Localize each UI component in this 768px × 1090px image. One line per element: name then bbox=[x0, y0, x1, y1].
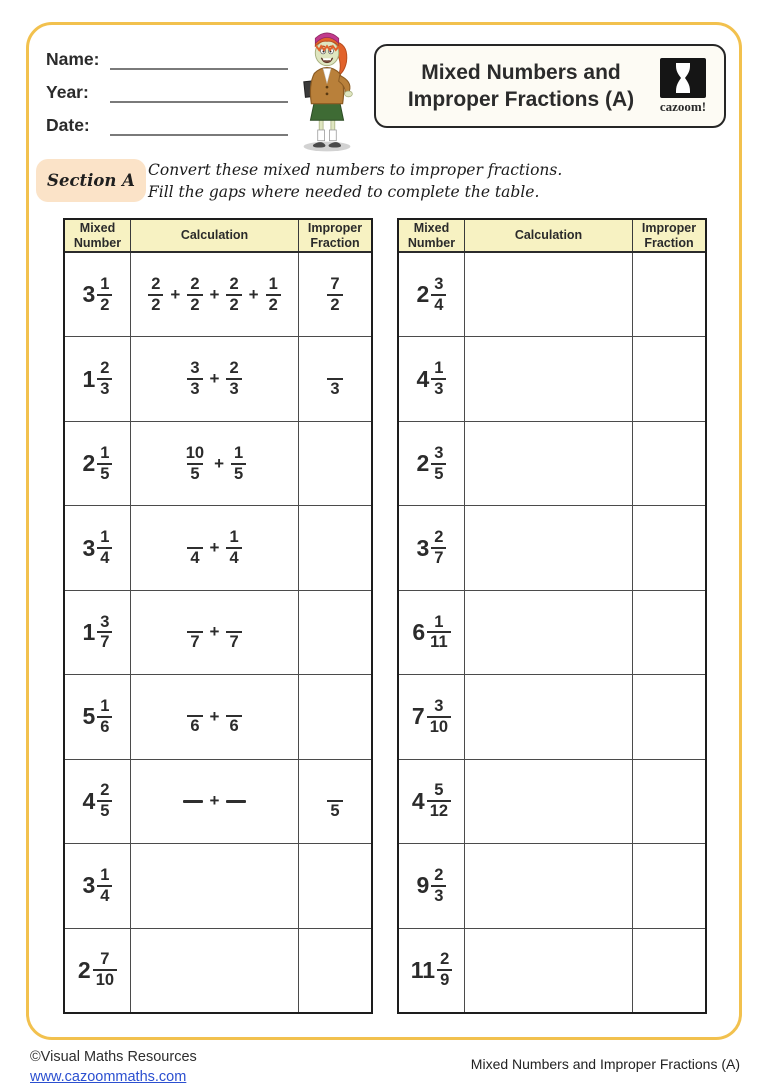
fraction bbox=[427, 781, 451, 821]
mixed-number bbox=[83, 359, 113, 399]
fraction-denominator: 5 bbox=[97, 800, 112, 821]
fraction-denominator: 2 bbox=[327, 294, 342, 315]
table-header-row bbox=[399, 220, 705, 253]
fraction bbox=[226, 613, 241, 652]
calculation-cell[interactable] bbox=[131, 929, 299, 1012]
mixed-whole-number: 6 bbox=[412, 618, 426, 645]
improper-fraction-cell bbox=[299, 253, 371, 336]
fraction bbox=[97, 444, 112, 484]
fraction-denominator: 2 bbox=[187, 294, 202, 315]
fraction-denominator: 5 bbox=[187, 463, 202, 484]
column-header: Improper Fraction bbox=[641, 221, 697, 250]
fraction-denominator: 4 bbox=[187, 547, 202, 568]
fraction bbox=[431, 866, 446, 906]
fraction bbox=[327, 360, 342, 399]
fraction bbox=[437, 950, 452, 990]
improper-fraction-cell[interactable] bbox=[633, 422, 705, 505]
fraction-denominator: 4 bbox=[226, 547, 241, 568]
fraction-numerator: 1 bbox=[100, 443, 110, 462]
mixed-whole-number: 2 bbox=[416, 281, 430, 308]
fraction-numerator: 2 bbox=[434, 528, 444, 547]
table-row bbox=[65, 337, 371, 421]
fraction-numerator: 2 bbox=[151, 274, 161, 293]
column-header: Mixed Number bbox=[65, 220, 131, 251]
blank-numerator bbox=[227, 697, 241, 715]
table-row bbox=[65, 760, 371, 844]
fraction-denominator: 5 bbox=[327, 800, 342, 821]
mixed-number-cell bbox=[65, 422, 131, 505]
mixed-number bbox=[83, 275, 113, 315]
fraction bbox=[187, 275, 202, 315]
mixed-whole-number: 3 bbox=[416, 534, 430, 561]
mixed-number bbox=[417, 866, 447, 906]
mixed-whole-number: 2 bbox=[82, 450, 96, 477]
fraction-numerator: 2 bbox=[100, 781, 110, 800]
mixed-number bbox=[412, 613, 450, 653]
fraction bbox=[93, 950, 117, 990]
plus-sign: + bbox=[209, 706, 220, 726]
mixed-number bbox=[83, 444, 113, 484]
table-row bbox=[399, 422, 705, 506]
fraction-denominator: 2 bbox=[226, 294, 241, 315]
mixed-number bbox=[83, 781, 113, 821]
fraction-numerator: 1 bbox=[434, 612, 444, 631]
fraction-denominator: 6 bbox=[226, 715, 241, 736]
calculation-cell bbox=[131, 337, 299, 420]
calculation-cell[interactable] bbox=[465, 591, 633, 674]
table-row bbox=[399, 506, 705, 590]
calculation-cell bbox=[131, 591, 299, 674]
mixed-number-cell bbox=[399, 760, 465, 843]
improper-fraction-cell bbox=[299, 760, 371, 843]
plus-sign: + bbox=[209, 284, 220, 304]
calculation-cell[interactable] bbox=[465, 760, 633, 843]
fraction bbox=[226, 528, 241, 568]
fraction-numerator: 7 bbox=[100, 950, 110, 969]
cazoom-logo-text: cazoom! bbox=[659, 98, 707, 114]
plus-sign: + bbox=[214, 453, 225, 473]
improper-fraction-cell[interactable] bbox=[633, 337, 705, 420]
improper-fraction-cell[interactable] bbox=[633, 675, 705, 758]
mixed-number bbox=[411, 950, 453, 990]
column-header: Mixed Number bbox=[399, 220, 465, 251]
improper-fraction-cell[interactable] bbox=[299, 506, 371, 589]
fraction bbox=[226, 697, 241, 736]
calculation-cell[interactable] bbox=[465, 844, 633, 927]
mixed-number bbox=[417, 528, 447, 568]
table-body bbox=[399, 253, 705, 1012]
schoolgirl-illustration bbox=[288, 26, 366, 154]
fraction-denominator: 12 bbox=[427, 800, 451, 821]
section-a-badge: Section A bbox=[36, 159, 146, 202]
worksheet-table bbox=[63, 218, 373, 1014]
fraction-numerator: 1 bbox=[268, 274, 278, 293]
fraction bbox=[231, 444, 246, 484]
date-input-line[interactable] bbox=[110, 116, 288, 136]
mixed-whole-number: 3 bbox=[82, 872, 96, 899]
blank-numerator bbox=[188, 528, 202, 546]
fraction bbox=[327, 275, 342, 315]
date-label: Date: bbox=[46, 115, 90, 135]
fraction bbox=[187, 697, 202, 736]
fraction-numerator: 3 bbox=[434, 443, 444, 462]
fraction-denominator: 7 bbox=[431, 547, 446, 568]
plus-sign: + bbox=[209, 622, 220, 642]
blank-fraction-dash bbox=[183, 800, 203, 803]
blank-numerator bbox=[328, 360, 342, 378]
name-label: Name: bbox=[46, 49, 100, 69]
mixed-whole-number: 9 bbox=[416, 872, 430, 899]
mixed-whole-number: 4 bbox=[411, 787, 425, 814]
plus-sign: + bbox=[209, 538, 220, 558]
fraction-numerator: 1 bbox=[100, 528, 110, 547]
fraction-numerator: 1 bbox=[100, 865, 110, 884]
mixed-whole-number: 3 bbox=[82, 281, 96, 308]
mixed-whole-number: 1 bbox=[82, 618, 96, 645]
table-row bbox=[399, 337, 705, 421]
worksheet-title-box bbox=[374, 44, 726, 128]
improper-fraction-cell[interactable] bbox=[299, 844, 371, 927]
date-field-row bbox=[46, 112, 288, 136]
blank-fraction-dash bbox=[226, 800, 246, 803]
table-header-row bbox=[65, 220, 371, 253]
table-row bbox=[399, 253, 705, 337]
table-row bbox=[65, 844, 371, 928]
fraction bbox=[183, 444, 207, 484]
fraction bbox=[97, 528, 112, 568]
footer-attribution bbox=[30, 1048, 197, 1087]
fraction bbox=[431, 359, 446, 399]
fraction bbox=[427, 697, 451, 737]
table-row bbox=[65, 506, 371, 590]
blank-numerator bbox=[188, 613, 202, 631]
fraction-numerator: 3 bbox=[434, 274, 444, 293]
mixed-number bbox=[78, 950, 117, 990]
fraction-denominator: 3 bbox=[327, 378, 342, 399]
mixed-number-cell bbox=[65, 929, 131, 1012]
fraction-denominator: 3 bbox=[226, 378, 241, 399]
plus-sign: + bbox=[170, 284, 181, 304]
improper-fraction-cell[interactable] bbox=[633, 506, 705, 589]
instruction-line-2: Fill the gaps where needed to complete the table. bbox=[148, 182, 540, 201]
mixed-whole-number: 11 bbox=[410, 956, 436, 983]
improper-fraction-cell[interactable] bbox=[633, 760, 705, 843]
table-row bbox=[399, 844, 705, 928]
fraction-numerator: 2 bbox=[190, 274, 200, 293]
fraction-denominator: 3 bbox=[431, 885, 446, 906]
table-row bbox=[399, 760, 705, 844]
fraction bbox=[97, 781, 112, 821]
fraction-denominator: 10 bbox=[427, 716, 451, 737]
blank-numerator bbox=[188, 697, 202, 715]
copyright-text: ©Visual Maths Resources bbox=[30, 1049, 197, 1065]
calculation-cell[interactable] bbox=[131, 844, 299, 927]
mixed-number-cell bbox=[65, 760, 131, 843]
title-line-1: Mixed Numbers and bbox=[421, 60, 621, 84]
fraction-denominator: 7 bbox=[226, 631, 241, 652]
table-row bbox=[399, 675, 705, 759]
fraction-denominator: 11 bbox=[427, 631, 450, 652]
cazoom-hourglass-icon bbox=[660, 58, 706, 98]
fraction bbox=[226, 275, 241, 315]
plus-sign: + bbox=[209, 369, 220, 389]
improper-fraction-cell[interactable] bbox=[633, 844, 705, 927]
fraction-numerator: 5 bbox=[434, 781, 444, 800]
mixed-whole-number: 3 bbox=[82, 534, 96, 561]
calculation-cell[interactable] bbox=[465, 253, 633, 336]
mixed-whole-number: 2 bbox=[416, 450, 430, 477]
mixed-number-cell bbox=[399, 844, 465, 927]
instruction-line-1: Convert these mixed numbers to improper fractions. bbox=[148, 161, 563, 179]
mixed-number bbox=[412, 781, 451, 821]
fraction-denominator: 6 bbox=[187, 715, 202, 736]
fraction bbox=[187, 528, 202, 567]
fraction-numerator: 2 bbox=[229, 274, 239, 293]
mixed-number bbox=[412, 697, 451, 737]
plus-sign: + bbox=[248, 284, 259, 304]
table-row bbox=[399, 929, 705, 1012]
improper-fraction-cell bbox=[299, 337, 371, 420]
fraction bbox=[97, 866, 112, 906]
fraction-numerator: 1 bbox=[229, 528, 239, 547]
fraction bbox=[327, 782, 342, 821]
mixed-number-cell bbox=[65, 253, 131, 336]
table-row bbox=[399, 591, 705, 675]
calculation-cell[interactable] bbox=[465, 675, 633, 758]
fraction-numerator: 3 bbox=[100, 612, 110, 631]
fraction bbox=[266, 275, 281, 315]
mixed-number-cell bbox=[399, 591, 465, 674]
calculation-cell[interactable] bbox=[465, 929, 633, 1012]
improper-fraction-cell[interactable] bbox=[633, 253, 705, 336]
mixed-whole-number: 7 bbox=[411, 703, 425, 730]
table-body bbox=[65, 253, 371, 1012]
fraction bbox=[431, 275, 446, 315]
worksheet-table bbox=[397, 218, 707, 1014]
fraction-denominator: 2 bbox=[266, 294, 281, 315]
calculation-cell bbox=[131, 253, 299, 336]
mixed-whole-number: 2 bbox=[77, 956, 91, 983]
fraction bbox=[97, 613, 112, 653]
mixed-number bbox=[417, 444, 447, 484]
mixed-number-cell bbox=[399, 422, 465, 505]
mixed-number-cell bbox=[65, 675, 131, 758]
cazoommaths-link[interactable]: www.cazoommaths.com bbox=[30, 1068, 187, 1085]
year-input-line[interactable] bbox=[110, 83, 288, 103]
fraction-denominator: 3 bbox=[187, 378, 202, 399]
mixed-number bbox=[83, 528, 113, 568]
fraction-denominator: 2 bbox=[97, 294, 112, 315]
column-header: Calculation bbox=[465, 220, 633, 251]
fraction-numerator: 1 bbox=[434, 359, 444, 378]
fraction-numerator: 2 bbox=[440, 950, 450, 969]
mixed-number-cell bbox=[65, 337, 131, 420]
mixed-number-cell bbox=[65, 506, 131, 589]
improper-fraction-cell[interactable] bbox=[299, 929, 371, 1012]
mixed-number-cell bbox=[65, 591, 131, 674]
fraction-denominator: 5 bbox=[97, 463, 112, 484]
fraction-numerator: 2 bbox=[229, 359, 239, 378]
calculation-cell[interactable] bbox=[465, 337, 633, 420]
table-row bbox=[65, 253, 371, 337]
calculation-cell[interactable] bbox=[465, 422, 633, 505]
fraction-numerator: 3 bbox=[190, 359, 200, 378]
blank-numerator bbox=[227, 613, 241, 631]
calculation-cell bbox=[131, 422, 299, 505]
mixed-number bbox=[83, 613, 113, 653]
fraction bbox=[187, 359, 202, 399]
fraction-numerator: 7 bbox=[330, 274, 340, 293]
cazoom-logo bbox=[652, 58, 714, 115]
mixed-number-cell bbox=[399, 675, 465, 758]
plus-sign: + bbox=[209, 791, 220, 811]
fraction-denominator: 6 bbox=[97, 716, 112, 737]
mixed-whole-number: 5 bbox=[82, 703, 96, 730]
fraction bbox=[431, 528, 446, 568]
fraction-denominator: 5 bbox=[231, 463, 246, 484]
fraction-numerator: 1 bbox=[100, 274, 110, 293]
mixed-number bbox=[417, 275, 447, 315]
improper-fraction-cell[interactable] bbox=[633, 591, 705, 674]
blank-numerator bbox=[328, 782, 342, 800]
fraction bbox=[97, 697, 112, 737]
worksheet-title bbox=[390, 59, 652, 114]
mixed-number-cell bbox=[399, 506, 465, 589]
fraction-denominator: 4 bbox=[97, 547, 112, 568]
name-field-row bbox=[46, 46, 288, 70]
column-header: Calculation bbox=[131, 220, 299, 251]
fraction bbox=[97, 359, 112, 399]
name-input-line[interactable] bbox=[110, 50, 288, 70]
mixed-whole-number: 4 bbox=[416, 365, 430, 392]
table-row bbox=[65, 591, 371, 675]
mixed-whole-number: 4 bbox=[82, 787, 96, 814]
fraction bbox=[431, 444, 446, 484]
mixed-number bbox=[83, 697, 113, 737]
table-row bbox=[65, 422, 371, 506]
year-field-row bbox=[46, 79, 288, 103]
mixed-number-cell bbox=[399, 253, 465, 336]
fraction-numerator: 2 bbox=[434, 865, 444, 884]
mixed-number-cell bbox=[399, 337, 465, 420]
improper-fraction-cell[interactable] bbox=[299, 675, 371, 758]
fraction-denominator: 2 bbox=[148, 294, 163, 315]
calculation-cell bbox=[131, 675, 299, 758]
fraction-denominator: 7 bbox=[187, 631, 202, 652]
improper-fraction-cell[interactable] bbox=[299, 591, 371, 674]
fraction-denominator: 3 bbox=[97, 378, 112, 399]
fraction bbox=[97, 275, 112, 315]
fraction-numerator: 10 bbox=[185, 443, 205, 462]
table-row bbox=[65, 675, 371, 759]
fraction-denominator: 7 bbox=[97, 631, 112, 652]
schoolgirl-character-image bbox=[288, 26, 366, 154]
improper-fraction-cell[interactable] bbox=[299, 422, 371, 505]
footer-worksheet-name: Mixed Numbers and Improper Fractions (A) bbox=[470, 1056, 740, 1072]
fraction bbox=[187, 613, 202, 652]
fraction-denominator: 9 bbox=[437, 969, 452, 990]
calculation-cell bbox=[131, 760, 299, 843]
fraction bbox=[226, 359, 241, 399]
fraction-numerator: 2 bbox=[100, 359, 110, 378]
year-label: Year: bbox=[46, 82, 89, 102]
fraction-denominator: 4 bbox=[97, 885, 112, 906]
fraction-denominator: 10 bbox=[93, 969, 117, 990]
fraction bbox=[148, 275, 163, 315]
fraction-numerator: 1 bbox=[100, 696, 110, 715]
improper-fraction-cell[interactable] bbox=[633, 929, 705, 1012]
mixed-whole-number: 1 bbox=[82, 365, 96, 392]
table-row bbox=[65, 929, 371, 1012]
calculation-cell bbox=[131, 506, 299, 589]
fraction bbox=[427, 613, 450, 653]
section-instructions bbox=[148, 160, 628, 203]
mixed-number bbox=[83, 866, 113, 906]
mixed-number-cell bbox=[65, 844, 131, 927]
calculation-cell[interactable] bbox=[465, 506, 633, 589]
fraction-denominator: 3 bbox=[431, 378, 446, 399]
column-header: Improper Fraction bbox=[307, 221, 363, 250]
fraction-numerator: 3 bbox=[434, 696, 444, 715]
mixed-number-cell bbox=[399, 929, 465, 1012]
fraction-numerator: 1 bbox=[234, 443, 244, 462]
fraction-denominator: 5 bbox=[431, 463, 446, 484]
title-line-2: Improper Fractions (A) bbox=[407, 88, 635, 111]
mixed-number bbox=[417, 359, 447, 399]
fraction-denominator: 4 bbox=[431, 294, 446, 315]
